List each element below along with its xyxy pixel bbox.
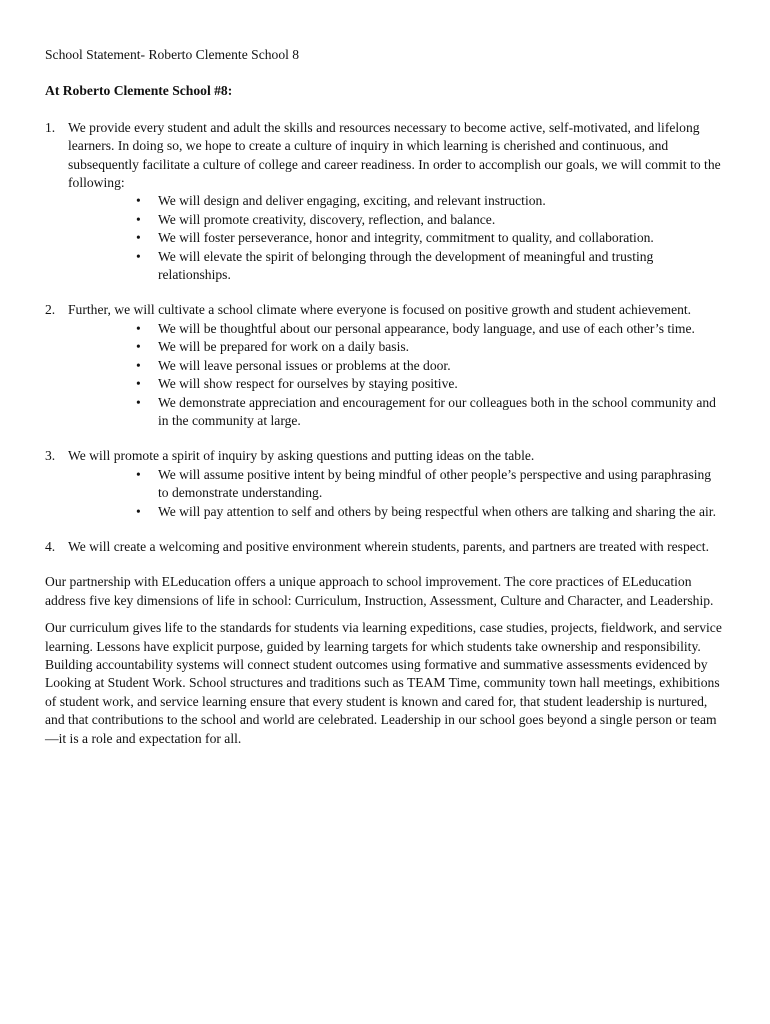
document-heading: At Roberto Clemente School #8: bbox=[45, 83, 233, 99]
commitment-text: We will create a welcoming and positive environment wherein students, parents, and partners are treated with respect. bbox=[68, 538, 709, 554]
bullet-icon: • bbox=[136, 211, 141, 227]
bullet-icon: • bbox=[136, 357, 141, 373]
commitment-text: We provide every student and adult the skills and resources necessary to become active, self-motivated, and lifelong learners. In doing so, we hope to create a culture of inquiry in which learning is cherished and continuous, and subsequently facilitate a culture of college and career readiness. In order to accomplish our goals, we will commit to the following: bbox=[68, 119, 721, 191]
bullet-text: We will design and deliver engaging, exciting, and relevant instruction. bbox=[158, 193, 546, 209]
bullet-item bbox=[136, 375, 725, 393]
body-paragraph: Our partnership with ELeducation offers a unique approach to school improvement. The core practices of ELeducation address five key dimensions of life in school: Curriculum, Instruction, Assessment, Culture and Character, and Leadership. bbox=[45, 574, 714, 608]
bullet-icon: • bbox=[136, 376, 141, 392]
commitment-number: 2. bbox=[45, 302, 56, 318]
bullet-icon: • bbox=[136, 339, 141, 355]
document-page bbox=[45, 46, 725, 757]
bullet-item bbox=[136, 394, 725, 431]
bullet-text: We will elevate the spirit of belonging through the development of meaningful and trusting relationships. bbox=[158, 248, 654, 283]
bullet-text: We will pay attention to self and others by being respectful when others are talking and sharing the air. bbox=[158, 503, 716, 519]
bullet-icon: • bbox=[136, 230, 141, 246]
bullet-item bbox=[136, 338, 725, 356]
bullet-item bbox=[136, 192, 725, 210]
body-paragraph: Our curriculum gives life to the standards for students via learning expeditions, case studies, projects, fieldwork, and service learning. Lessons have explicit purpose, guided by learning targets for which students take ownership and responsibility. Building accountability systems will connect student outcomes using formative and summative assessments evidenced by Looking at Student Work. School structures and traditions such as TEAM Time, community town hall meetings, exhibitions of student work, and service learning ensure that every student is known and cared for, that student leadership is nurtured, and that contributions to the school and world are celebrated. Leadership in our school goes beyond a single person or team—it is a role and expectation for all. bbox=[45, 620, 722, 746]
bullet-item bbox=[136, 248, 725, 285]
bullet-item bbox=[136, 320, 725, 338]
document-title: School Statement- Roberto Clemente School 8 bbox=[45, 47, 300, 62]
bullet-icon: • bbox=[136, 320, 141, 336]
bullet-icon: • bbox=[136, 248, 141, 264]
commitment-bullets bbox=[68, 466, 725, 521]
commitment-text: We will promote a spirit of inquiry by asking questions and putting ideas on the table. bbox=[68, 448, 535, 464]
bullet-text: We will leave personal issues or problems at the door. bbox=[158, 357, 451, 373]
commitment-bullets bbox=[68, 192, 725, 284]
commitment-number: 3. bbox=[45, 448, 56, 464]
commitment-text: Further, we will cultivate a school climate where everyone is focused on positive growth and student achievement. bbox=[68, 302, 692, 318]
bullet-text: We will show respect for ourselves by staying positive. bbox=[158, 376, 458, 392]
commitment-item bbox=[45, 119, 725, 285]
bullet-icon: • bbox=[136, 466, 141, 482]
bullet-icon: • bbox=[136, 193, 141, 209]
commitment-number: 4. bbox=[45, 538, 56, 554]
bullet-text: We will be prepared for work on a daily basis. bbox=[158, 339, 410, 355]
commitments-list bbox=[45, 119, 725, 557]
bullet-item bbox=[136, 466, 725, 503]
commitment-item bbox=[45, 447, 725, 521]
bullet-icon: • bbox=[136, 394, 141, 410]
bullet-item bbox=[136, 229, 725, 247]
commitment-number: 1. bbox=[45, 119, 56, 135]
bullet-text: We will assume positive intent by being mindful of other people’s perspective and using paraphrasing to demonstrate understanding. bbox=[158, 466, 712, 501]
bullet-item bbox=[136, 503, 725, 521]
commitment-item bbox=[45, 538, 725, 556]
bullet-text: We demonstrate appreciation and encouragement for our colleagues both in the school community and in the community at large. bbox=[158, 394, 716, 428]
body-paragraphs bbox=[45, 573, 725, 748]
bullet-text: We will promote creativity, discovery, reflection, and balance. bbox=[158, 211, 496, 227]
commitment-bullets bbox=[68, 320, 725, 430]
commitment-item bbox=[45, 301, 725, 430]
bullet-item bbox=[136, 211, 725, 229]
bullet-text: We will be thoughtful about our personal appearance, body language, and use of each other’s time. bbox=[158, 320, 695, 336]
bullet-icon: • bbox=[136, 503, 141, 519]
bullet-item bbox=[136, 357, 725, 375]
bullet-text: We will foster perseverance, honor and integrity, commitment to quality, and collaboration. bbox=[158, 230, 654, 246]
